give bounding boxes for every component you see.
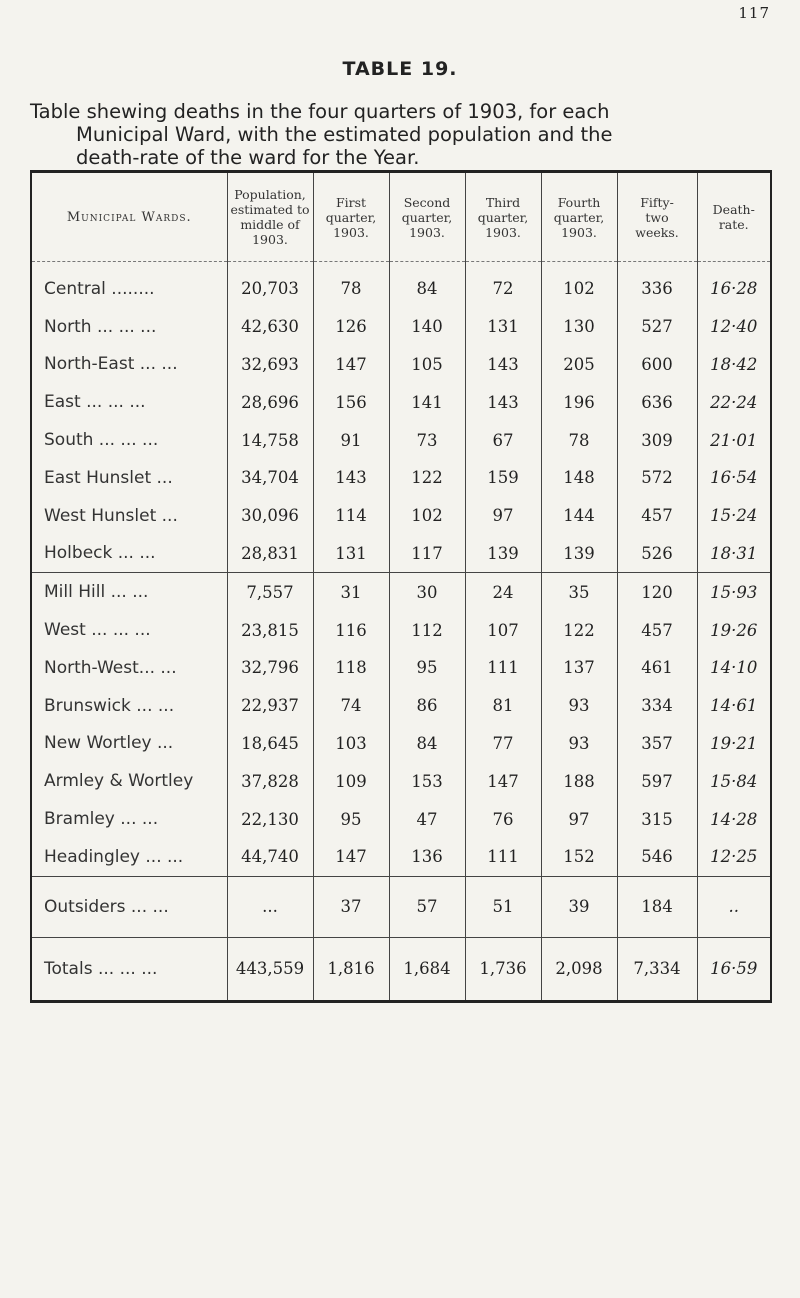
cell-weeks: 336: [617, 262, 697, 308]
cell-q2: 102: [389, 497, 465, 535]
cell-q2: 1,684: [389, 937, 465, 1001]
table-row: [31, 346, 771, 384]
table-row: [31, 649, 771, 687]
table-row: [31, 573, 771, 611]
cell-weeks: 184: [617, 876, 697, 937]
table-row: [31, 762, 771, 800]
cell-q1: 156: [313, 383, 389, 421]
cell-ward: New Wortley ...: [31, 725, 227, 763]
cell-q2: 30: [389, 573, 465, 611]
cell-q1: 147: [313, 346, 389, 384]
cell-q2: 122: [389, 459, 465, 497]
cell-weeks: 309: [617, 421, 697, 459]
cell-q3: 72: [465, 262, 541, 308]
table-row: [31, 497, 771, 535]
cell-q4: 196: [541, 383, 617, 421]
cell-population: 14,758: [227, 421, 313, 459]
table-caption: [30, 100, 770, 169]
cell-ward: West ... ... ...: [31, 611, 227, 649]
table-row: [31, 838, 771, 876]
header-row: [31, 172, 771, 262]
cell-q3: 76: [465, 800, 541, 838]
cell-population: 44,740: [227, 838, 313, 876]
cell-q1: 147: [313, 838, 389, 876]
header-fifty-two-weeks: Fifty- two weeks.: [617, 172, 697, 262]
cell-q1: 126: [313, 308, 389, 346]
cell-q4: 35: [541, 573, 617, 611]
cell-q2: 140: [389, 308, 465, 346]
cell-q1: 1,816: [313, 937, 389, 1001]
cell-q3: 111: [465, 838, 541, 876]
cell-q3: 51: [465, 876, 541, 937]
cell-q4: 93: [541, 687, 617, 725]
cell-q3: 67: [465, 421, 541, 459]
cell-q2: 153: [389, 762, 465, 800]
cell-ward: East Hunslet ...: [31, 459, 227, 497]
cell-weeks: 334: [617, 687, 697, 725]
cell-q3: 24: [465, 573, 541, 611]
cell-weeks: 572: [617, 459, 697, 497]
table-row: [31, 611, 771, 649]
cell-q2: 86: [389, 687, 465, 725]
cell-q3: 77: [465, 725, 541, 763]
cell-population: 443,559: [227, 937, 313, 1001]
cell-rate: 18·31: [697, 535, 771, 573]
table-row: [31, 459, 771, 497]
cell-ward: Headingley ... ...: [31, 838, 227, 876]
cell-rate: 18·42: [697, 346, 771, 384]
cell-q3: 1,736: [465, 937, 541, 1001]
cell-population: 32,693: [227, 346, 313, 384]
cell-weeks: 461: [617, 649, 697, 687]
cell-ward: East ... ... ...: [31, 383, 227, 421]
cell-weeks: 597: [617, 762, 697, 800]
cell-q2: 73: [389, 421, 465, 459]
cell-population: ...: [227, 876, 313, 937]
cell-q4: 122: [541, 611, 617, 649]
cell-q2: 117: [389, 535, 465, 573]
cell-population: 22,937: [227, 687, 313, 725]
cell-population: 23,815: [227, 611, 313, 649]
page-number: 117: [738, 4, 770, 22]
cell-q4: 148: [541, 459, 617, 497]
cell-population: 7,557: [227, 573, 313, 611]
cell-q3: 97: [465, 497, 541, 535]
cell-population: 28,831: [227, 535, 313, 573]
cell-weeks: 7,334: [617, 937, 697, 1001]
cell-q1: 91: [313, 421, 389, 459]
cell-population: 18,645: [227, 725, 313, 763]
cell-q1: 114: [313, 497, 389, 535]
cell-q1: 103: [313, 725, 389, 763]
table-row: [31, 725, 771, 763]
table-row: [31, 800, 771, 838]
header-population: Population, estimated to middle of 1903.: [227, 172, 313, 262]
cell-q4: 205: [541, 346, 617, 384]
cell-weeks: 357: [617, 725, 697, 763]
cell-ward: Outsiders ... ...: [31, 876, 227, 937]
cell-weeks: 546: [617, 838, 697, 876]
cell-population: 32,796: [227, 649, 313, 687]
cell-q4: 139: [541, 535, 617, 573]
cell-rate: 15·84: [697, 762, 771, 800]
cell-ward: Brunswick ... ...: [31, 687, 227, 725]
cell-q2: 112: [389, 611, 465, 649]
cell-q1: 118: [313, 649, 389, 687]
cell-q1: 131: [313, 535, 389, 573]
cell-q2: 105: [389, 346, 465, 384]
table-row: [31, 535, 771, 573]
cell-q4: 78: [541, 421, 617, 459]
cell-q4: 102: [541, 262, 617, 308]
cell-weeks: 315: [617, 800, 697, 838]
cell-q2: 84: [389, 262, 465, 308]
cell-q3: 81: [465, 687, 541, 725]
cell-weeks: 457: [617, 611, 697, 649]
cell-q4: 130: [541, 308, 617, 346]
cell-q2: 84: [389, 725, 465, 763]
cell-q4: 39: [541, 876, 617, 937]
cell-rate: 14·28: [697, 800, 771, 838]
table-row: [31, 308, 771, 346]
cell-q4: 188: [541, 762, 617, 800]
cell-weeks: 457: [617, 497, 697, 535]
cell-weeks: 636: [617, 383, 697, 421]
cell-q4: 93: [541, 725, 617, 763]
cell-q1: 109: [313, 762, 389, 800]
cell-ward: Mill Hill ... ...: [31, 573, 227, 611]
cell-population: 30,096: [227, 497, 313, 535]
caption-line-3: death-rate of the ward for the Year.: [76, 146, 420, 169]
cell-rate: 16·59: [697, 937, 771, 1001]
cell-rate: 12·25: [697, 838, 771, 876]
cell-rate: 16·54: [697, 459, 771, 497]
cell-ward: South ... ... ...: [31, 421, 227, 459]
cell-ward: Armley & Wortley: [31, 762, 227, 800]
table-row: [31, 687, 771, 725]
cell-q1: 78: [313, 262, 389, 308]
cell-rate: 15·24: [697, 497, 771, 535]
cell-q3: 143: [465, 346, 541, 384]
cell-population: 20,703: [227, 262, 313, 308]
header-death-rate: Death- rate.: [697, 172, 771, 262]
cell-population: 34,704: [227, 459, 313, 497]
cell-ward: Central ........: [31, 262, 227, 308]
cell-population: 42,630: [227, 308, 313, 346]
table-title: TABLE 19.: [342, 58, 458, 80]
cell-q3: 143: [465, 383, 541, 421]
cell-ward: North-West... ...: [31, 649, 227, 687]
header-first-quarter: First quarter, 1903.: [313, 172, 389, 262]
cell-q3: 111: [465, 649, 541, 687]
cell-ward: Holbeck ... ...: [31, 535, 227, 573]
cell-rate: 14·61: [697, 687, 771, 725]
cell-q1: 31: [313, 573, 389, 611]
cell-rate: 14·10: [697, 649, 771, 687]
caption-line-2: Municipal Ward, with the estimated population and the: [76, 123, 613, 146]
cell-q3: 139: [465, 535, 541, 573]
cell-weeks: 600: [617, 346, 697, 384]
cell-ward: Bramley ... ...: [31, 800, 227, 838]
table-row: [31, 262, 771, 308]
cell-q3: 131: [465, 308, 541, 346]
cell-rate: 16·28: [697, 262, 771, 308]
cell-q2: 57: [389, 876, 465, 937]
cell-q2: 141: [389, 383, 465, 421]
cell-rate: ..: [697, 876, 771, 937]
deaths-table: [30, 170, 772, 1003]
cell-population: 37,828: [227, 762, 313, 800]
cell-q3: 107: [465, 611, 541, 649]
cell-q4: 144: [541, 497, 617, 535]
cell-q2: 47: [389, 800, 465, 838]
cell-q1: 74: [313, 687, 389, 725]
totals-row: [31, 937, 771, 1001]
cell-ward: North ... ... ...: [31, 308, 227, 346]
cell-rate: 12·40: [697, 308, 771, 346]
cell-q1: 37: [313, 876, 389, 937]
cell-q1: 116: [313, 611, 389, 649]
cell-q4: 152: [541, 838, 617, 876]
cell-q1: 143: [313, 459, 389, 497]
table-body: [31, 262, 771, 1002]
cell-weeks: 120: [617, 573, 697, 611]
header-third-quarter: Third quarter, 1903.: [465, 172, 541, 262]
outsiders-row: [31, 876, 771, 937]
cell-ward: West Hunslet ...: [31, 497, 227, 535]
cell-q3: 147: [465, 762, 541, 800]
caption-line-1: Table shewing deaths in the four quarters of 1903, for each: [30, 100, 610, 123]
header-fourth-quarter: Fourth quarter, 1903.: [541, 172, 617, 262]
cell-q4: 2,098: [541, 937, 617, 1001]
cell-weeks: 527: [617, 308, 697, 346]
table-row: [31, 421, 771, 459]
cell-population: 22,130: [227, 800, 313, 838]
cell-rate: 19·26: [697, 611, 771, 649]
table-row: [31, 383, 771, 421]
cell-q4: 137: [541, 649, 617, 687]
cell-q1: 95: [313, 800, 389, 838]
cell-rate: 19·21: [697, 725, 771, 763]
header-second-quarter: Second quarter, 1903.: [389, 172, 465, 262]
cell-rate: 22·24: [697, 383, 771, 421]
cell-q2: 95: [389, 649, 465, 687]
cell-rate: 21·01: [697, 421, 771, 459]
cell-population: 28,696: [227, 383, 313, 421]
cell-ward: North-East ... ...: [31, 346, 227, 384]
header-ward: Municipal Wards.: [31, 172, 227, 262]
cell-ward: Totals ... ... ...: [31, 937, 227, 1001]
cell-weeks: 526: [617, 535, 697, 573]
cell-rate: 15·93: [697, 573, 771, 611]
cell-q2: 136: [389, 838, 465, 876]
cell-q3: 159: [465, 459, 541, 497]
cell-q4: 97: [541, 800, 617, 838]
